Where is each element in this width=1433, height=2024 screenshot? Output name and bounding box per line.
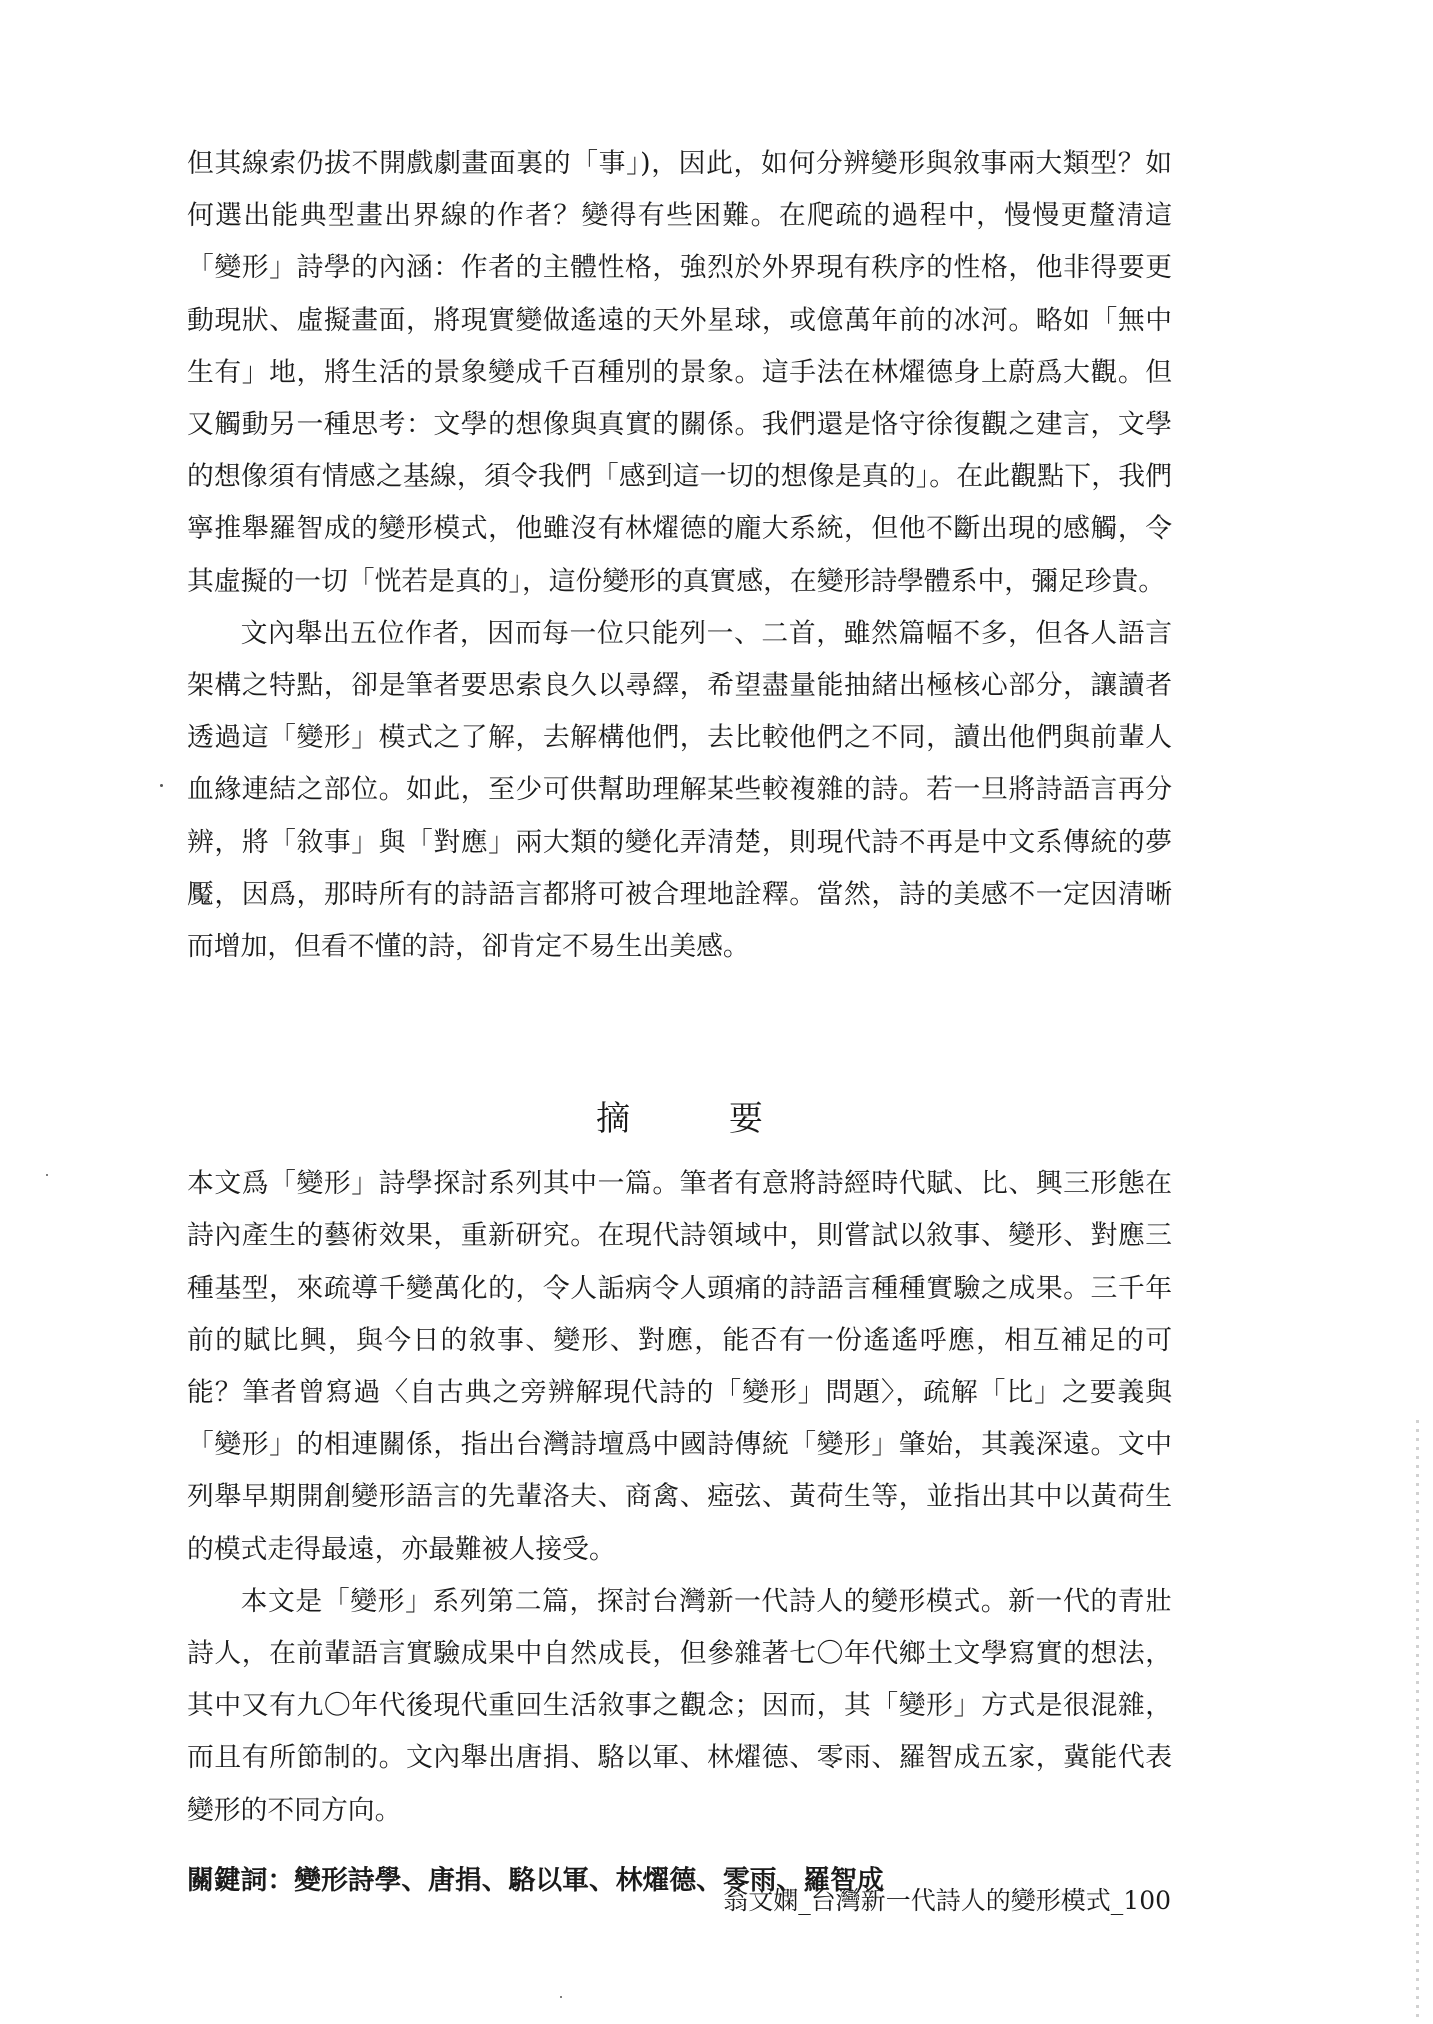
page-content xyxy=(187,138,1172,1907)
scan-speck xyxy=(46,1174,48,1176)
abstract-paragraph-1: 本文爲「變形」詩學探討系列其中一篇。筆者有意將詩經時代賦、比、興三形態在詩內產生的藝術效果，重新研究。在現代詩領域中，則嘗試以敘事、變形、對應三種基型，來疏導千變萬化的，令人詬病令人頭痛的詩語言種種實驗之成果。三千年前的賦比興，與今日的敘事、變形、對應，能否有一份遙遙呼應，相互補足的可能？筆者曾寫過〈自古典之旁辨解現代詩的「變形」問題〉，疏解「比」之要義與「變形」的相連關係，指出台灣詩壇爲中國詩傳統「變形」肇始，其義深遠。文中列舉早期開創變形語言的先輩洛夫、商禽、瘂弦、黃荷生等，並指出其中以黃荷生的模式走得最遠，亦最難被人接受。 xyxy=(187,1168,1172,1565)
body-paragraph-1: 但其線索仍拔不開戲劇畫面裏的「事」)，因此，如何分辨變形與敘事兩大類型？如何選出能典型畫出界線的作者？變得有些困難。在爬疏的過程中，慢慢更釐清這「變形」詩學的內涵：作者的主體性格，強烈於外界現有秩序的性格，他非得要更動現狀、虛擬畫面，將現實變做遙遠的天外星球，或億萬年前的冰河。略如「無中生有」地，將生活的景象變成千百種別的景象。這手法在林燿德身上蔚爲大觀。但又觸動另一種思考：文學的想像與真實的關係。我們還是恪守徐復觀之建言，文學的想像須有情感之基線，須令我們「感到這一切的想像是真的」。在此觀點下，我們寧推舉羅智成的變形模式，他雖沒有林燿德的龐大系統，但他不斷出現的感觸，令其虛擬的一切「恍若是真的」，這份變形的真實感，在變形詩學體系中，彌足珍貴。 xyxy=(187,148,1172,597)
page-footer: 翁文嫻_台灣新一代詩人的變形模式_100 xyxy=(723,1886,1171,1915)
abstract-paragraph-2: 本文是「變形」系列第二篇，探討台灣新一代詩人的變形模式。新一代的青壯詩人，在前輩語言實驗成果中自然成長，但參雜著七〇年代鄉土文學寫實的想法，其中又有九〇年代後現代重回生活敘事之觀念；因而，其「變形」方式是很混雜，而且有所節制的。文內舉出唐捐、駱以軍、林燿德、零雨、羅智成五家，冀能代表變形的不同方向。 xyxy=(187,1585,1172,1826)
scan-edge-mark xyxy=(1416,1420,1419,2020)
scan-speck xyxy=(160,784,163,787)
keywords-line: 關鍵詞：變形詩學、唐捐、駱以軍、林燿德、零雨、羅智成 xyxy=(187,1864,884,1896)
scan-speck xyxy=(560,1996,562,1998)
abstract-title: 摘 要 xyxy=(596,1099,807,1140)
body-paragraph-2: 文內舉出五位作者，因而每一位只能列一、二首，雖然篇幅不多，但各人語言架構之特點，卻是筆者要思索良久以尋繹，希望盡量能抽緒出極核心部分，讓讀者透過這「變形」模式之了解，去解構他們，去比較他們之不同，讀出他們與前輩人血緣連結之部位。如此，至少可供幫助理解某些較複雜的詩。若一旦將詩語言再分辨，將「敘事」與「對應」兩大類的變化弄清楚，則現代詩不再是中文系傳統的夢魘，因爲，那時所有的詩語言都將可被合理地詮釋。當然，詩的美感不一定因清晰而增加，但看不懂的詩，卻肯定不易生出美感。 xyxy=(187,617,1172,963)
